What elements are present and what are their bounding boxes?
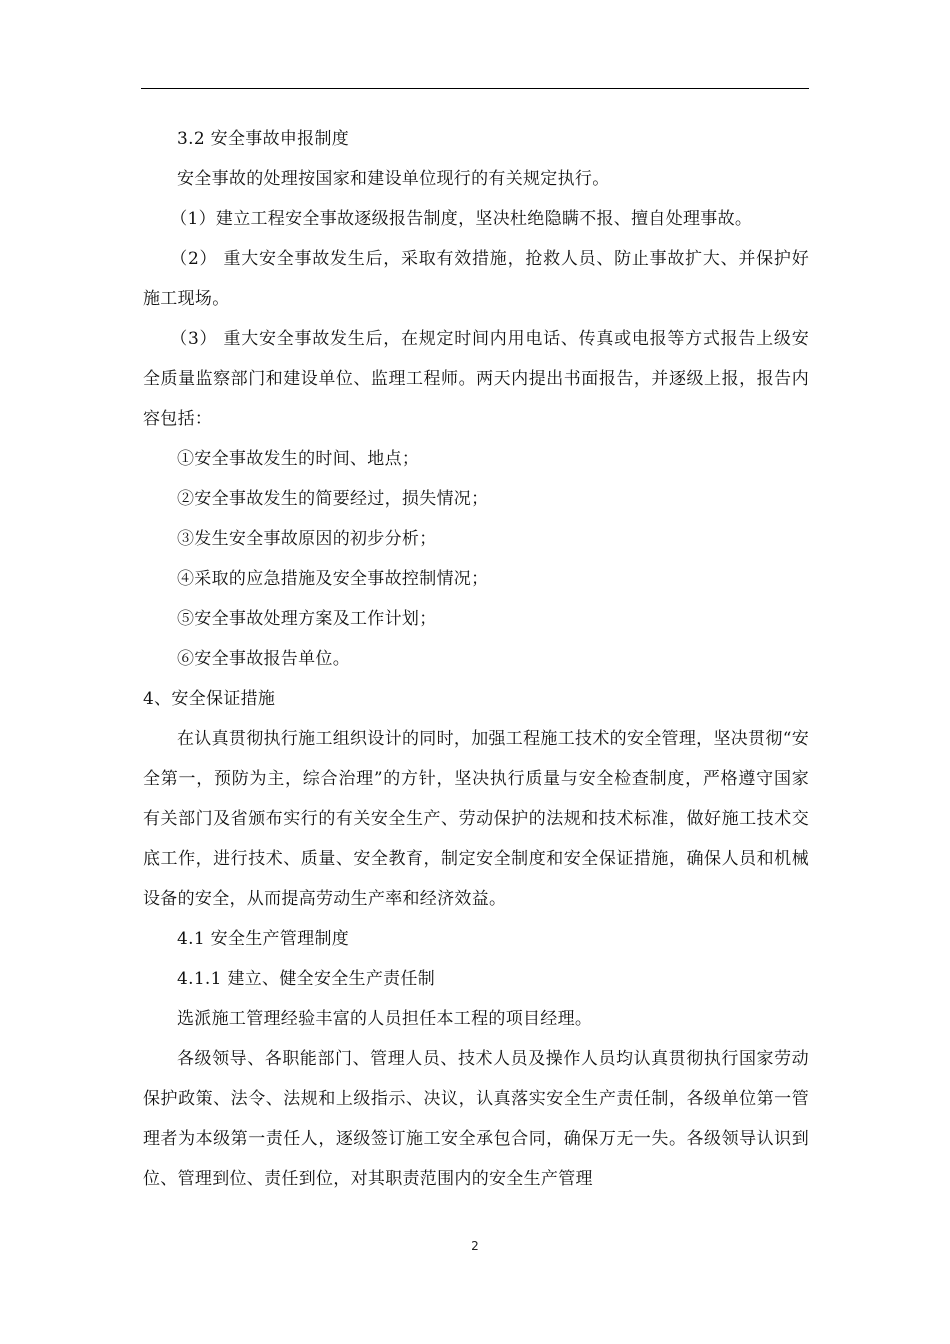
sub-item-3: ③发生安全事故原因的初步分析； bbox=[177, 529, 437, 549]
list-item-2: （2） 重大安全事故发生后，采取有效措施，抢救人员、防止事故扩大、并保护好施工现场。 bbox=[143, 249, 809, 309]
sub-item-1: ①安全事故发生的时间、地点； bbox=[177, 449, 420, 469]
section-heading-4: 4、安全保证措施 bbox=[143, 689, 276, 709]
sub-item-4: ④采取的应急措施及安全事故控制情况； bbox=[177, 569, 489, 589]
sub-item-2: ②安全事故发生的简要经过，损失情况； bbox=[177, 489, 489, 509]
document-body bbox=[143, 119, 809, 1199]
paragraph: 各级领导、各职能部门、管理人员、技术人员及操作人员均认真贯彻执行国家劳动保护政策、法令、法规和上级指示、决议，认真落实安全生产责任制，各级单位第一管理者为本级第一责任人，逐级签订施工安全承包合同，确保万无一失。各级领导认识到位、管理到位、责任到位，对其职责范围内的安全生产管理 bbox=[143, 1049, 809, 1189]
section-heading-4-1-1: 4.1.1 建立、健全安全生产责任制 bbox=[177, 969, 436, 989]
section-heading-3-2: 3.2 安全事故申报制度 bbox=[177, 129, 350, 149]
list-item-1: （1）建立工程安全事故逐级报告制度，坚决杜绝隐瞒不报、擅自处理事故。 bbox=[170, 209, 753, 229]
sub-item-6: ⑥安全事故报告单位。 bbox=[177, 649, 350, 669]
list-item-3: （3） 重大安全事故发生后，在规定时间内用电话、传真或电报等方式报告上级安全质量监察部门和建设单位、监理工程师。两天内提出书面报告，并逐级上报，报告内容包括： bbox=[143, 329, 809, 429]
header-rule bbox=[141, 88, 809, 89]
paragraph: 在认真贯彻执行施工组织设计的同时，加强工程施工技术的安全管理，坚决贯彻“安全第一，预防为主，综合治理”的方针，坚决执行质量与安全检查制度，严格遵守国家有关部门及省颁布实行的有关安全生产、劳动保护的法规和技术标准，做好施工技术交底工作，进行技术、质量、安全教育，制定安全制度和安全保证措施，确保人员和机械设备的安全，从而提高劳动生产率和经济效益。 bbox=[143, 729, 809, 909]
paragraph: 安全事故的处理按国家和建设单位现行的有关规定执行。 bbox=[177, 169, 610, 189]
page-number: 2 bbox=[471, 1239, 479, 1253]
section-heading-4-1: 4.1 安全生产管理制度 bbox=[177, 929, 350, 949]
paragraph: 选派施工管理经验丰富的人员担任本工程的项目经理。 bbox=[177, 1009, 593, 1029]
sub-item-5: ⑤安全事故处理方案及工作计划； bbox=[177, 609, 437, 629]
